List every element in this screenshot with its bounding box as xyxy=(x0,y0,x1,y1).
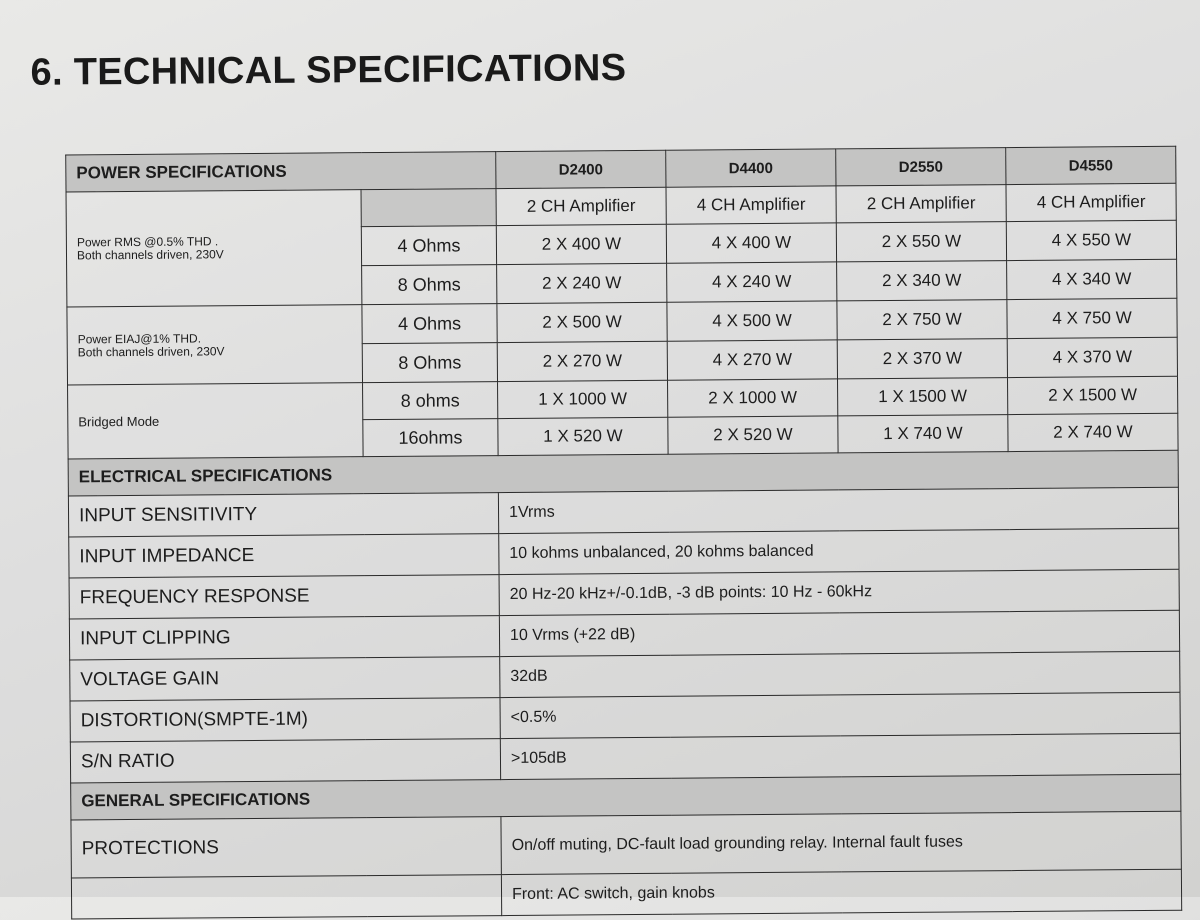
table-cell: 2 X 1500 W xyxy=(1007,376,1177,414)
table-cell: 4 X 270 W xyxy=(667,340,837,380)
table-cell: 2 X 550 W xyxy=(836,222,1006,262)
power-section-title: POWER SPECIFICATIONS xyxy=(66,152,496,192)
power-rms-label xyxy=(66,190,362,307)
spec-label: INPUT IMPEDANCE xyxy=(69,534,499,578)
table-cell: 4 X 750 W xyxy=(1007,298,1177,338)
spec-label: INPUT CLIPPING xyxy=(69,616,499,660)
model-d4400: D4400 xyxy=(666,149,836,187)
table-cell: 2 X 270 W xyxy=(497,341,667,381)
load-label: 8 Ohms xyxy=(362,265,497,305)
channels-d2400: 2 CH Amplifier xyxy=(496,187,666,225)
table-cell: 4 X 340 W xyxy=(1007,259,1177,299)
bridged-mode-label: Bridged Mode xyxy=(68,383,364,459)
table-cell: 2 X 240 W xyxy=(497,263,667,303)
table-cell: 1 X 740 W xyxy=(838,415,1008,453)
power-eiaj-label-line2: Both channels driven, 230V xyxy=(77,343,225,359)
model-d4550: D4550 xyxy=(1006,146,1176,184)
load-label: 4 Ohms xyxy=(362,304,497,344)
general-section-title: GENERAL SPECIFICATIONS xyxy=(71,774,1181,820)
spec-label: VOLTAGE GAIN xyxy=(70,657,500,701)
table-cell: 4 X 400 W xyxy=(666,223,836,263)
model-d2550: D2550 xyxy=(836,148,1006,186)
power-rms-label-line1: Power RMS @0.5% THD . xyxy=(76,234,219,250)
power-eiaj-label xyxy=(67,305,363,385)
table-cell: 2 X 400 W xyxy=(496,224,666,264)
spec-table xyxy=(65,146,1182,920)
spec-label: DISTORTION(SMPTE-1M) xyxy=(70,698,500,742)
spec-value: 10 kohms unbalanced, 20 kohms balanced xyxy=(499,528,1179,574)
spec-value: Front: AC switch, gain knobs xyxy=(501,869,1181,915)
table-cell: 1 X 1000 W xyxy=(498,380,668,418)
model-d2400: D2400 xyxy=(496,150,666,188)
load-label: 8 ohms xyxy=(363,382,498,420)
table-cell: 4 X 240 W xyxy=(667,262,837,302)
spec-value: 10 Vrms (+22 dB) xyxy=(499,610,1179,656)
table-cell: 2 X 1000 W xyxy=(668,379,838,417)
channels-d2550: 2 CH Amplifier xyxy=(836,185,1006,223)
electrical-section-title: ELECTRICAL SPECIFICATIONS xyxy=(68,450,1178,496)
spec-label: S/N RATIO xyxy=(70,739,500,783)
spec-value: 1Vrms xyxy=(498,487,1178,533)
channels-d4550: 4 CH Amplifier xyxy=(1006,183,1176,221)
table-cell: 2 X 520 W xyxy=(668,416,838,454)
power-rms-label-line2: Both channels driven, 230V xyxy=(76,247,224,263)
spec-value: >105dB xyxy=(500,733,1180,779)
load-label: 16ohms xyxy=(363,419,498,457)
power-eiaj-label-line1: Power EIAJ@1% THD. xyxy=(77,330,202,346)
table-row xyxy=(71,869,1181,919)
table-cell: 4 X 500 W xyxy=(667,301,837,341)
table-cell: 2 X 750 W xyxy=(837,300,1007,340)
spec-label: FREQUENCY RESPONSE xyxy=(69,575,499,619)
spec-value: <0.5% xyxy=(500,692,1180,738)
table-cell: 1 X 1500 W xyxy=(838,378,1008,416)
spec-value: 32dB xyxy=(500,651,1180,697)
channels-d4400: 4 CH Amplifier xyxy=(666,186,836,224)
table-cell: 2 X 340 W xyxy=(837,261,1007,301)
table-cell: 1 X 520 W xyxy=(498,417,668,455)
table-cell: 4 X 550 W xyxy=(1006,220,1176,260)
spec-label: INPUT SENSITIVITY xyxy=(68,493,498,537)
spec-value: 20 Hz-20 kHz+/-0.1dB, -3 dB points: 10 Hz - 60kHz xyxy=(499,569,1179,615)
load-label: 8 Ohms xyxy=(362,343,497,383)
load-label: 4 Ohms xyxy=(361,226,496,266)
spec-value: On/off muting, DC-fault load grounding relay. Internal fault fuses xyxy=(501,811,1181,874)
table-cell: 2 X 500 W xyxy=(497,302,667,342)
load-header-cell xyxy=(361,189,496,227)
table-cell: 2 X 370 W xyxy=(837,339,1007,379)
table-row xyxy=(71,811,1181,878)
table-cell: 4 X 370 W xyxy=(1007,337,1177,377)
table-cell: 2 X 740 W xyxy=(1008,413,1178,451)
spec-label: PROTECTIONS xyxy=(71,817,501,878)
page-title: 6. TECHNICAL SPECIFICATIONS xyxy=(30,47,627,94)
